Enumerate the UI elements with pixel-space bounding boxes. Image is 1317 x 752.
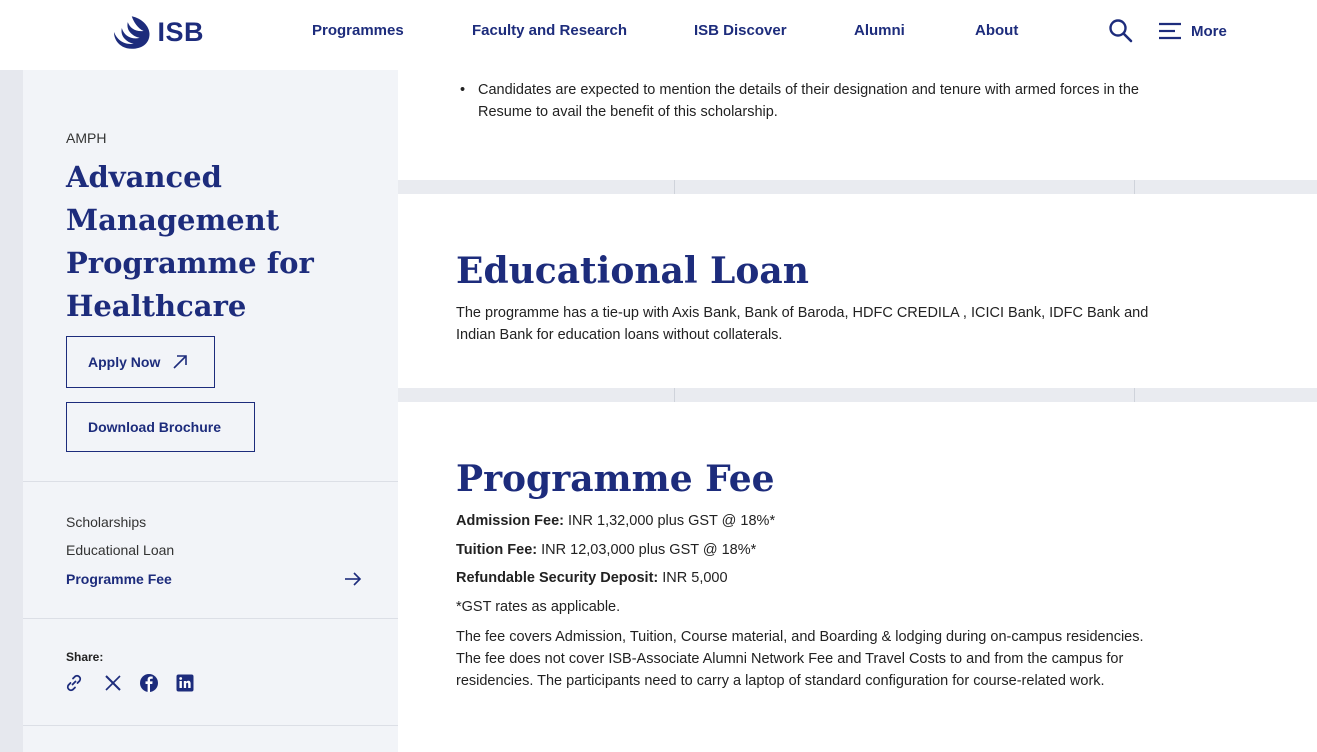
apply-now-label: Apply Now: [88, 354, 161, 370]
nav-isb-discover[interactable]: ISB Discover: [694, 22, 787, 39]
link-icon[interactable]: [64, 673, 84, 693]
programme-fee-heading: Programme Fee: [456, 458, 775, 500]
share-label: Share:: [66, 650, 104, 664]
nav-about[interactable]: About: [975, 22, 1019, 39]
tuition-fee-line: [456, 542, 756, 558]
educational-loan-heading: Educational Loan: [456, 250, 809, 292]
toc-programme-fee[interactable]: Programme Fee: [66, 571, 172, 587]
gst-note: *GST rates as applicable.: [456, 599, 621, 615]
more-label: More: [1191, 22, 1227, 40]
facebook-icon[interactable]: [139, 673, 159, 693]
section-separator: [398, 180, 1317, 194]
programme-code: AMPH: [66, 130, 107, 146]
logo-text: ISB: [157, 16, 204, 47]
arrow-up-right-icon: [172, 354, 188, 370]
security-deposit-value: INR 5,000: [662, 570, 728, 586]
tuition-fee-value: INR 12,03,000 plus GST @ 18%*: [541, 542, 757, 558]
security-deposit-line: [456, 570, 728, 586]
site-header: [0, 0, 1317, 70]
search-button[interactable]: [1108, 18, 1134, 44]
search-icon: [1108, 18, 1134, 44]
download-brochure-label: Download Brochure: [88, 419, 222, 435]
nav-alumni[interactable]: Alumni: [854, 22, 905, 39]
isb-logo[interactable]: [112, 13, 204, 51]
sidebar-divider: [23, 481, 398, 482]
nav-programmes[interactable]: Programmes: [312, 22, 404, 39]
download-brochure-button[interactable]: [66, 402, 255, 452]
more-menu-button[interactable]: [1158, 19, 1227, 43]
programme-title: Advanced Management Programme for Healthcare: [66, 160, 314, 323]
educational-loan-text: The programme has a tie-up with Axis Bank, Bank of Baroda, HDFC CREDILA , ICICI Bank, IDFC Bank and Indian Bank for education loans without collaterals.: [456, 305, 1149, 343]
tuition-fee-label: Tuition Fee:: [456, 542, 538, 558]
section-separator: [398, 388, 1317, 402]
separator-tick: [674, 180, 675, 194]
scholarship-bullet-text: • Candidates are expected to mention the details of their designation and tenure with armed forces in the Resume to avail the benefit of this scholarship.: [478, 82, 1139, 120]
linkedin-icon[interactable]: [175, 673, 195, 693]
separator-tick: [674, 388, 675, 402]
sidebar-divider: [23, 725, 398, 726]
programme-sidebar: [23, 70, 398, 752]
admission-fee-label: Admission Fee:: [456, 513, 564, 529]
toc-educational-loan[interactable]: Educational Loan: [66, 542, 175, 558]
separator-tick: [1134, 388, 1135, 402]
security-deposit-label: Refundable Security Deposit:: [456, 570, 659, 586]
x-icon[interactable]: [103, 673, 123, 693]
toc-scholarships[interactable]: Scholarships: [66, 514, 147, 530]
fee-coverage-text: The fee covers Admission, Tuition, Course material, and Boarding & lodging during on-campus residencies. The fee does not cover ISB-Associate Alumni Network Fee and Travel Costs to and from the campus for residencies. The participants need to carry a laptop of standard configuration for course-related work.: [456, 629, 1144, 689]
admission-fee-value: INR 1,32,000 plus GST @ 18%*: [568, 513, 776, 529]
arrow-right-icon[interactable]: [344, 572, 362, 586]
menu-icon: [1158, 22, 1182, 40]
apply-now-button[interactable]: [66, 336, 215, 388]
sidebar-divider: [23, 618, 398, 619]
separator-tick: [1134, 180, 1135, 194]
nav-faculty-research[interactable]: Faculty and Research: [472, 22, 628, 39]
left-edge-strip: [0, 70, 23, 752]
isb-logo-icon: [112, 14, 151, 50]
admission-fee-line: [456, 513, 775, 529]
scholarship-bullet: [462, 79, 1162, 123]
